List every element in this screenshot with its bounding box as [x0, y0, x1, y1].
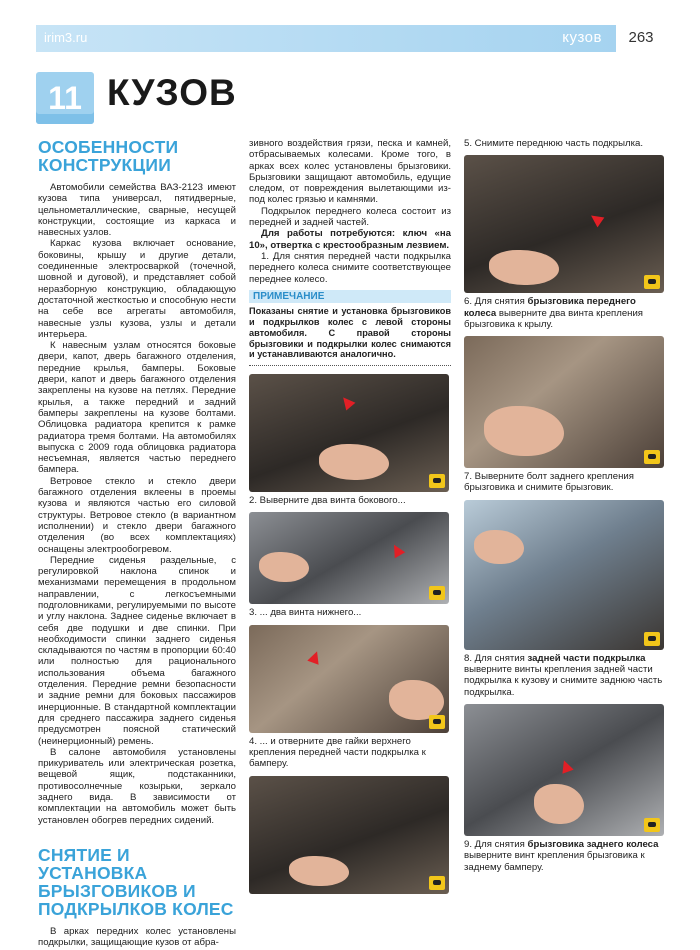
text-column-2	[249, 138, 451, 894]
hand-illustration	[474, 530, 524, 564]
hand-illustration	[259, 552, 309, 582]
paragraph: Каркас кузова включает основание, боковины, крышу и другие детали, соединенные электросваркой (точечной, шовной и дуговой), и представляет собой неразборную конструкцию, обладающую достаточной жесткостью и способную нести на себе все агрегаты автомобиля, навесные узлы кузова, узлы и детали интерьера.	[38, 238, 236, 340]
car-icon	[429, 586, 445, 600]
hand-illustration	[289, 856, 349, 886]
arrow-icon	[389, 542, 405, 558]
caption-text: выверните два винта крепления брызговика к крылу.	[464, 307, 644, 330]
paragraph: зивного воздействия грязи, песка и камней, отбрасываемых колесами. Кроме того, в арках всех колес установлены брызговики. Брызговики защищают автомобиль, едущие следом, от повреждения вылетающими из-под колес грязью и камнями.	[249, 138, 451, 206]
chapter-title: КУЗОВ	[107, 72, 237, 113]
hand-illustration	[319, 444, 389, 480]
caption-text: выверните винты крепления задней части подкрылка к кузову и снимите заднюю часть подкрылка.	[464, 664, 663, 698]
caption-step-5: 5. Снимите переднюю часть подкрылка.	[464, 138, 643, 149]
paragraph: Автомобили семейства ВАЗ-2123 имеют кузова типа универсал, пятидверные, цельнометаллические, сварные, несущей конструкции, состоящие из каркаса и навесных узлов.	[38, 182, 236, 239]
arrow-icon	[307, 649, 322, 664]
photo-step-5	[249, 776, 449, 894]
caption-text: выверните винт крепления брызговика к заднему бамперу.	[464, 850, 645, 873]
caption-step-9	[464, 839, 664, 873]
caption-text: 8. Для снятия	[464, 652, 528, 664]
hand-illustration	[489, 250, 559, 285]
section-name: кузов	[562, 29, 602, 46]
caption-step-7: 7. Выверните болт заднего крепления брызговика и снимите брызговик.	[464, 471, 634, 494]
car-icon	[429, 715, 445, 729]
photo-step-8	[464, 500, 664, 650]
paragraph: Ветровое стекло и стекло двери багажного отделения вклеены в проемы кузова и являются частью его силовой структуры. Ветровое стекло (в вариантном исполнении) и стекло двери багажного отделения (во всех комплектациях) оснащены электрообогревом.	[38, 475, 236, 555]
caption-step-8	[464, 653, 664, 698]
step-1: 1. Для снятия передней части подкрылка переднего колеса снимите соответствующее переднее колесо.	[249, 250, 451, 285]
text-column-1	[38, 138, 236, 949]
section-heading-removal: СНЯТИЕ И УСТАНОВКА БРЫЗГОВИКОВ И ПОДКРЫЛКОВ КОЛЕС	[38, 844, 234, 919]
hand-illustration	[534, 784, 584, 824]
car-icon	[429, 474, 445, 488]
caption-emphasis: брызговика заднего колеса	[527, 838, 659, 850]
photo-step-6	[464, 155, 664, 293]
tools-required: Для работы потребуются: ключ «на 10», отвертка с крестообразным лезвием.	[249, 228, 451, 251]
arrow-icon	[339, 394, 356, 411]
paragraph: В арках передних колес установлены подкрылки, защищающие кузов от абра-	[38, 925, 236, 949]
chapter-number-badge: 11	[36, 72, 94, 124]
page-number: 263	[628, 29, 654, 46]
paragraph: Передние сиденья раздельные, с регулировкой наклона спинок и механизмами перемещения в продольном направлении, с легкосъемными подголовниками, регулируемыми по высоте и углу наклона. Заднее сиденье включает в себя две подушки и две спинки. При необходимости спинки заднего сиденья складываются по частям в пропорции 60:40 или полностью для рационального использования объема багажного отделения. Передние ремни безопасности и задние ремни для боковых пассажиров инерционные. В стандартной комплектации для среднего пассажира заднего сиденья предусмотрен поясной статический (неинерционный) ремень.	[38, 554, 236, 747]
caption-emphasis: брызговика переднего колеса	[464, 296, 636, 319]
photo-step-2	[249, 374, 449, 492]
paragraph: К навесным узлам относятся боковые двери, капот, дверь багажного отделения, передние крылья, бамперы. Боковые двери, капот и дверь багажного отделения закреплены на кузове на петлях. Передние крылья, а также передний и задний бамперы закреплены на кузове болтами. Облицовка радиатора крепится к рамке радиатора тремя болтами. На автомобилях выпуска с 2009 года облицовка радиатора несъемная, является частью переднего бампера.	[38, 340, 236, 476]
caption-step-4: 4. ... и отверните две гайки верхнего крепления передней части подкрылка к бамперу.	[249, 735, 426, 770]
site-name: irim3.ru	[44, 30, 88, 45]
text-column-3	[464, 138, 664, 879]
photo-step-3	[249, 512, 449, 604]
photo-step-4	[249, 625, 449, 733]
hand-illustration	[389, 680, 444, 720]
car-icon	[644, 632, 660, 646]
arrow-icon	[558, 758, 573, 773]
car-icon	[644, 275, 660, 289]
car-icon	[429, 876, 445, 890]
section-heading-design: ОСОБЕННОСТИ КОНСТРУКЦИИ	[38, 137, 179, 175]
caption-text: 6. Для снятия	[464, 296, 528, 308]
paragraph: Подкрылок переднего колеса состоит из передней и задней частей.	[249, 205, 451, 229]
caption-emphasis: задней части подкрылка	[527, 652, 646, 664]
caption-text: 9. Для снятия	[464, 838, 528, 850]
car-icon	[644, 818, 660, 832]
photo-step-7	[464, 336, 664, 468]
paragraph: В салоне автомобиля установлены прикуриватель или электрическая розетка, вещевой ящик, подстаканники, противосолнечные козырьки, зеркало заднего вида. В зависимости от комплектации на автомобиль может быть установлен обогрев передних сидений.	[38, 746, 236, 826]
hand-illustration	[484, 406, 564, 456]
caption-step-3: 3. ... два винта нижнего...	[249, 607, 362, 619]
car-icon	[644, 450, 660, 464]
caption-step-6	[464, 296, 664, 330]
note-text: Показаны снятие и установка брызговиков и подкрылков колес с левой стороны автомобиля. С правой стороны брызговики и подкрылки колес снимаются и устанавливаются аналогично.	[249, 306, 451, 366]
arrow-icon	[588, 211, 605, 228]
caption-step-2: 2. Выверните два винта бокового...	[249, 495, 406, 507]
photo-step-9	[464, 704, 664, 836]
running-header	[36, 25, 616, 52]
note-title: ПРИМЕЧАНИЕ	[249, 290, 451, 303]
